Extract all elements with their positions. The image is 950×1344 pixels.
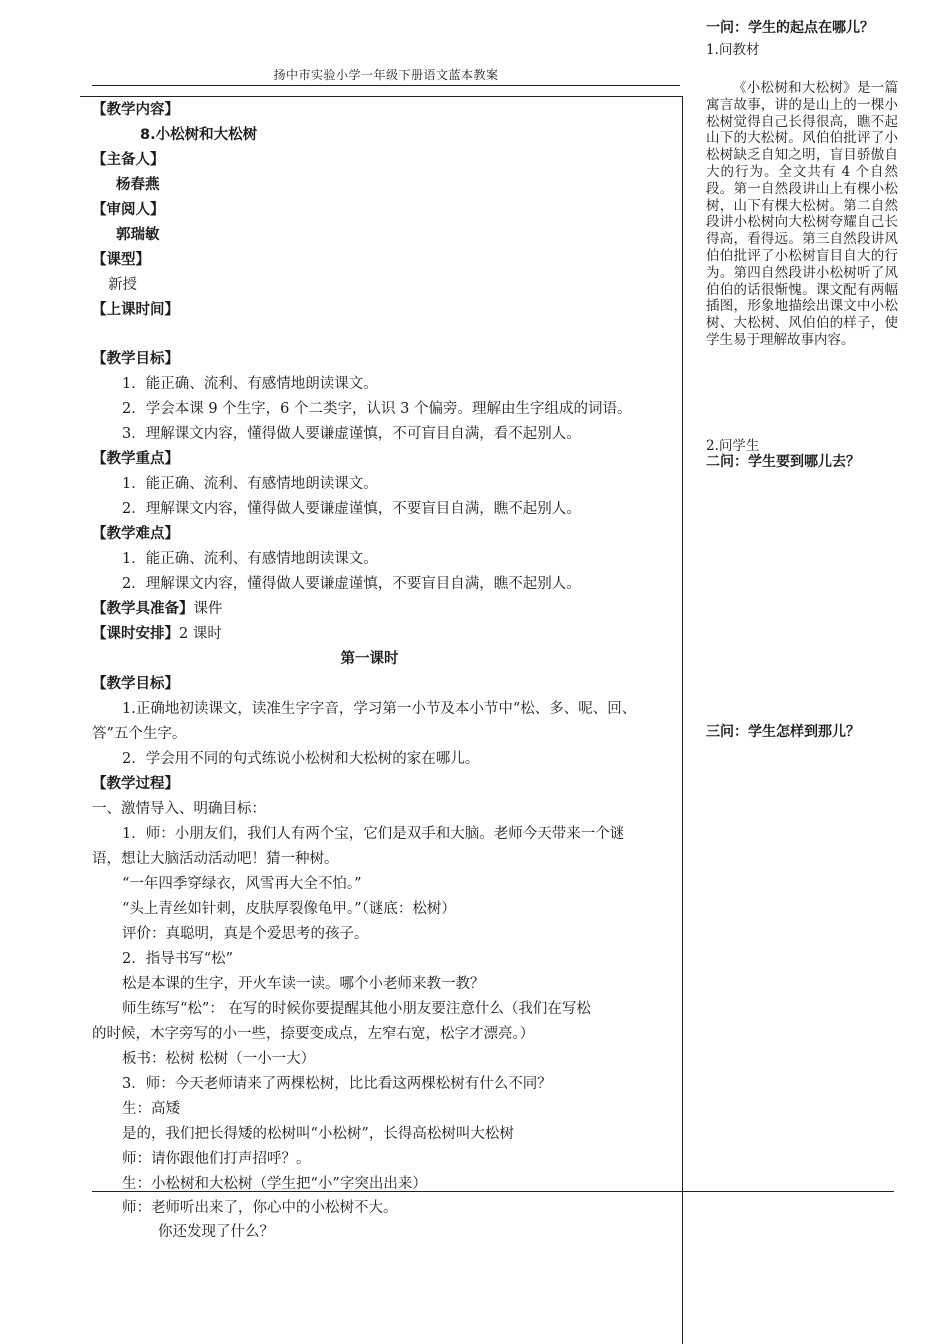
goal-item: 3．理解课文内容，懂得做人要谦虚谨慎，不可盲目自满，看不起别人。 <box>122 426 581 442</box>
process-line: 的时候，木字旁写的小一些，捺要变成点，左窄右宽，松字才漂亮。） <box>92 1026 535 1042</box>
process-line: 师：请你跟他们打声招呼？。 <box>122 1151 311 1167</box>
reviewer-name: 郭瑞敏 <box>116 227 160 243</box>
goal-item: 2．学会本课 9 个生字，6 个二类字，认识 3 个偏旁。理解由生字组成的词语。 <box>122 401 632 417</box>
lead-name: 杨春燕 <box>116 177 160 193</box>
difficult-points-label: 【教学难点】 <box>92 526 179 542</box>
textbook-analysis: 《小松树和大松树》是一篇寓言故事，讲的是山上的一棵小松树觉得自己长得很高，瞧不起山下的大松树。风伯伯批评了小松树缺乏自知之明，盲目骄傲自大的行为。全文共有 4 个自然段。第一自然段讲山上有棵小松树，山下有棵大松树。第二自然段讲小松树向大松树夸耀自己长得高，看得远。第三自然段讲风伯伯批评了小松树盲目自大的行为。第四自然段讲小松树听了风伯伯的话很惭愧。课文配有两幅插图，形象地描绘出课文中小松树、大松树、风伯伯的样子，使学生易于理解故事内容。 <box>706 80 898 348</box>
period-goals-label: 【教学目标】 <box>92 676 179 692</box>
schedule-line <box>92 624 222 644</box>
table-divider-vertical <box>682 96 683 1344</box>
question-one-sub-students: 2.问学生 <box>706 438 760 454</box>
document-header-title: 扬中市实验小学一年级下册语文蓝本教案 <box>273 68 499 82</box>
process-line: 生：高矮 <box>122 1101 180 1117</box>
process-line: 是的，我们把长得矮的松树叫“小松树”，长得高松树叫大松树 <box>122 1126 514 1142</box>
difficult-point-item: 2．理解课文内容，懂得做人要谦虚谨慎，不要盲目自满，瞧不起别人。 <box>122 576 581 592</box>
key-points-label: 【教学重点】 <box>92 451 179 467</box>
tools-value: 课件 <box>193 601 223 617</box>
process-line: 语，想让大脑活动活动吧！猜一种树。 <box>92 851 339 867</box>
period-title: 第一课时 <box>340 651 399 667</box>
process-line: 一、激情导入、明确目标： <box>92 801 266 817</box>
difficult-point-item: 1．能正确、流利、有感情地朗读课文。 <box>122 551 378 567</box>
header-rule <box>92 85 680 86</box>
type-label: 【课型】 <box>92 252 150 268</box>
key-point-item: 2．理解课文内容，懂得做人要谦虚谨慎，不要盲目自满，瞧不起别人。 <box>122 501 581 517</box>
time-label: 【上课时间】 <box>92 302 179 318</box>
lead-label: 【主备人】 <box>92 152 165 168</box>
table-top-border <box>80 96 683 97</box>
content-label: 【教学内容】 <box>92 102 179 118</box>
goals-label: 【教学目标】 <box>92 351 179 367</box>
lesson-title: 8.小松树和大松树 <box>140 127 258 143</box>
process-line: “头上青丝如针刺，皮肤厚裂像龟甲。”（谜底：松树） <box>122 901 456 917</box>
question-two: 二问：学生要到哪儿去？ <box>706 454 860 470</box>
process-line: 2．指导书写“松” <box>122 951 234 967</box>
process-line: 评价：真聪明，真是个爱思考的孩子。 <box>122 926 369 942</box>
tools-label: 【教学具准备】 <box>92 601 194 617</box>
period-goal-item: 1.正确地初读课文，读准生字字音，学习第一小节及本小节中“松、多、呢、回、 <box>122 701 637 717</box>
question-one-sub-textbook: 1.问教材 <box>706 42 760 58</box>
key-point-item: 1．能正确、流利、有感情地朗读课文。 <box>122 476 378 492</box>
type-value: 新授 <box>108 277 137 293</box>
reviewer-label: 【审阅人】 <box>92 202 165 218</box>
schedule-label: 【课时安排】 <box>92 626 179 642</box>
process-line: “一年四季穿绿衣，风雪再大全不怕。” <box>122 876 362 892</box>
goal-item: 1．能正确、流利、有感情地朗读课文。 <box>122 376 378 392</box>
process-line: 你还发现了什么？ <box>158 1224 274 1240</box>
process-line: 师生练写“松”： 在写的时候你要提醒其他小朋友要注意什么（我们在写松 <box>122 1001 591 1017</box>
process-line: 松是本课的生字，开火车读一读。哪个小老师来教一教？ <box>122 976 485 992</box>
process-line: 生：小松树和大松树（学生把“小”字突出出来） <box>122 1176 427 1192</box>
process-line: 3．师：今天老师请来了两棵松树，比比看这两棵松树有什么不同？ <box>122 1076 552 1092</box>
process-line: 板书：松树 松树（一小一大） <box>122 1051 316 1067</box>
question-three: 三问：学生怎样到那儿？ <box>706 724 860 740</box>
process-line: 1．师：小朋友们，我们人有两个宝，它们是双手和大脑。老师今天带来一个谜 <box>122 826 625 842</box>
process-label: 【教学过程】 <box>92 776 179 792</box>
period-goal-item: 2．学会用不同的句式练说小松树和大松树的家在哪儿。 <box>122 751 480 767</box>
tools-line <box>92 599 223 619</box>
question-one: 一问：学生的起点在哪儿？ <box>706 20 874 36</box>
process-line: 师：老师听出来了，你心中的小松树不大。 <box>122 1200 398 1216</box>
schedule-value: 2 课时 <box>179 626 222 642</box>
period-goal-item-cont: 答”五个生字。 <box>92 726 187 742</box>
